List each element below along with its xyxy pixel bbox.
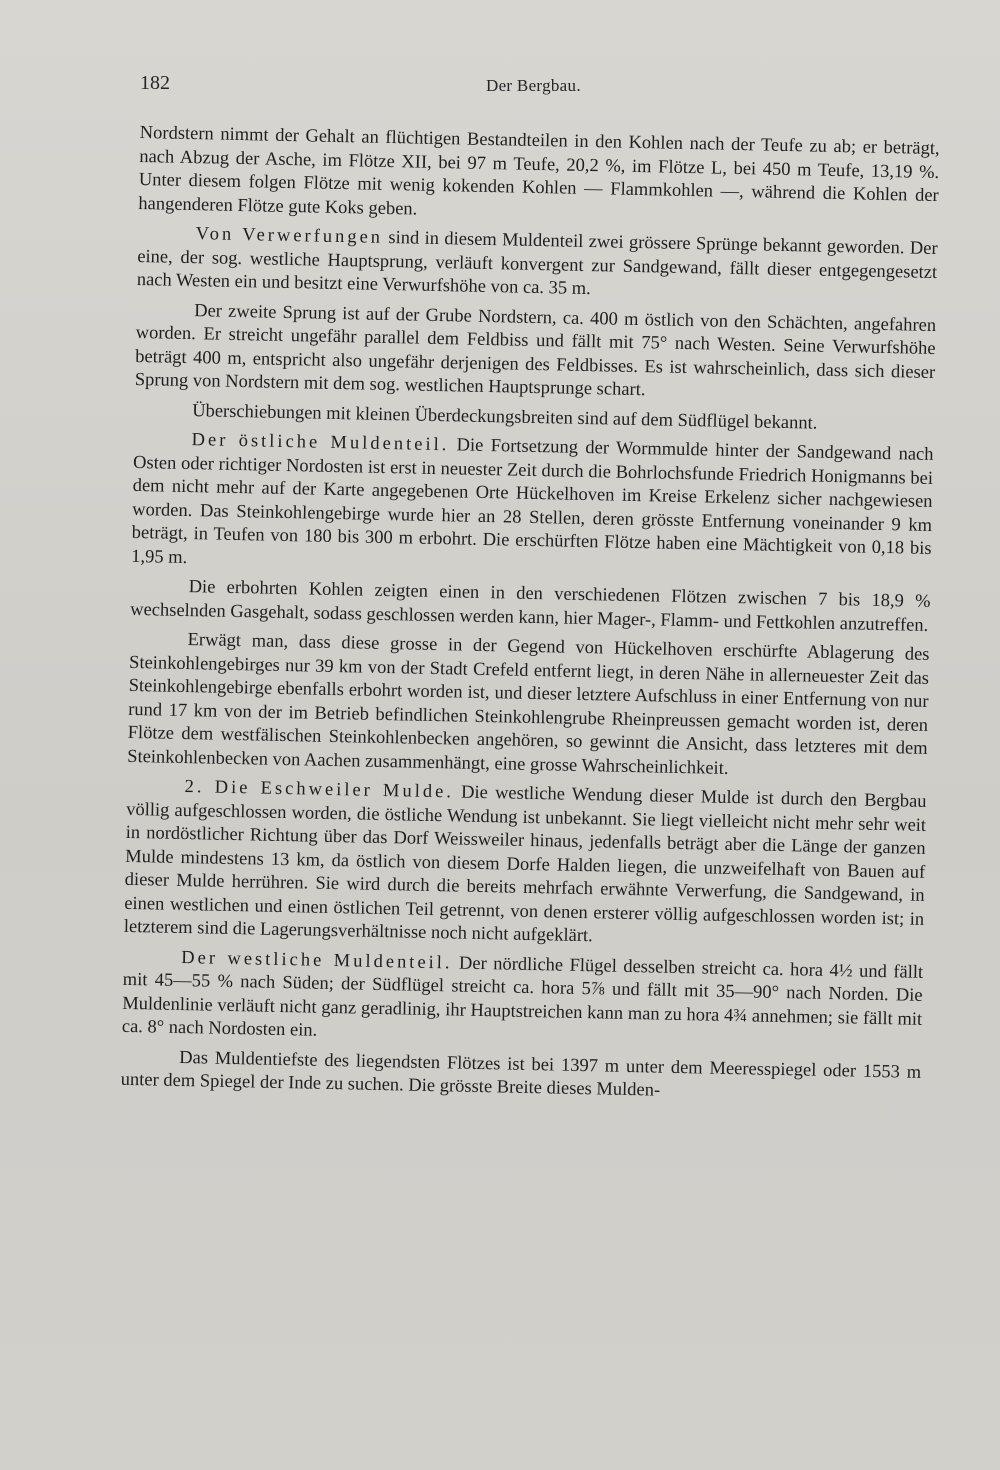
paragraph-text: Die Fortsetzung der Wormmulde hinter der Sandgewand nach Osten oder richtiger Nordosten ist erst in neuester Zeit durch die Bohrlochsfunde Friedrich Honigmanns bei dem nicht mehr auf der Karte angegebenen Orte Hückelhoven im Kreise Erkelenz sicher nachgewiesen worden. Das Steinkohlengebirge wurde hier an 28 Stellen, deren grösste Entfernung voneinander 9 km beträgt, in Teufen von 180 bis 300 m erbohrt. Die erschürften Flötze haben eine Mächtigkeit von 0,18 bis 1,95 m. (131, 435, 934, 568)
paragraph-lead: Der östliche Muldenteil. (191, 430, 450, 456)
paragraph-text: Die westliche Wendung dieser Mulde ist durch den Bergbau völlig aufgeschlossen worden, die östliche Wendung ist unbekannt. Sie liegt vielleicht nicht mehr sehr weit in nordöstlicher Richtung über das Dorf Weissweiler hinaus, jedenfalls beträgt aber die Länge der ganzen Mulde mindestens 13 km, da östlich von diesem Dorfe Halden liegen, die unzweifelhaft von Bauen auf dieser Mulde herrühren. Sie wird durch die bereits mehrfach erwähnte Verwerfung, die Sandgewand, in einen westlichen und einen östlichen Teil getrennt, von denen ersterer völlig aufgeschlossen worden ist; in letzterem sind die Lagerungsverhältnisse noch nicht aufgeklärt. (123, 782, 927, 947)
paragraph-text: Erwägt man, dass diese grosse in der Gegend von Hückelhoven erschürfte Ablagerung des Steinkohlengebirges nur 39 km von der Stadt Crefeld entfernt liegt, in deren Nähe in allerneuester Zeit das Steinkohlengebirge ebenfalls erbohrt worden ist, und dieser letztere Aufschluss in einer Entfernung von nur rund 17 km von der im Betrieb befindlichen Steinkohlengrube Rheinpreussen gemacht worden ist, deren Flötze dem westfälischen Steinkohlenbecken angehören, so gewinnt die Ansicht, dass letzteres mit dem Steinkohlenbecken von Aachen zusammenhängt, eine grosse Wahrscheinlichkeit. (127, 630, 930, 779)
paragraph (131, 428, 934, 585)
paragraph (122, 945, 924, 1055)
paragraph-text: Nordstern nimmt der Gehalt an flüchtigen Bestandteilen in den Kohlen nach der Teufe zu ab; er beträgt, nach Abzug der Asche, im Flötze XII, bei 97 m Teufe, 20,2 %, im Flötze L, bei 450 m Teufe, 13,19 %. Unter diesem folgen Flötze mit wenig kokenden Kohlen — Flammkohlen —, während die Kohlen der hangenderen Flötze gute Koks geben. (138, 122, 940, 220)
body-text (120, 122, 939, 1114)
paragraph-text: Die erbohrten Kohlen zeigten einen in den verschiedenen Flötzen zwischen 7 bis 18,9 % wechselnden Gasgehalt, sodass geschlossen werden kann, hier Mager-, Flamm- und Fettkohlen anzutreffen. (130, 577, 931, 636)
paragraph (130, 575, 931, 638)
paragraph (127, 628, 930, 785)
page-number: 182 (140, 72, 170, 94)
paragraph (138, 122, 940, 232)
paragraph-text: Überschiebungen mit kleinen Überdeckungsbreiten sind auf dem Südflügel bekannt. (192, 400, 818, 434)
paragraph-text: Das Muldentiefste des liegendsten Flötzes ist bei 1397 m unter dem Meeresspiegel oder 1553 m unter dem Spiegel der Inde zu suchen. Die grösste Breite dieses Mulden- (120, 1047, 922, 1101)
paragraph (137, 222, 938, 309)
paragraph-lead: Der westliche Muldenteil. (181, 947, 453, 973)
paragraph-lead: Von Verwerfungen (195, 224, 384, 248)
paragraph-text: sind in diesem Muldenteil zwei grössere Sprünge bekannt geworden. Der eine, der sog. westliche Hauptsprung, verläuft konvergent zur Sandgewand, fällt dieser entgegengesetzt nach Westen ein und besitzt eine Verwurfshöhe von ca. 35 m. (136, 227, 938, 300)
paragraph-lead: 2. Die Eschweiler Mulde. (184, 777, 455, 803)
running-title: Der Bergbau. (486, 76, 581, 95)
paragraph-text: Der zweite Sprung ist auf der Grube Nordstern, ca. 400 m östlich von den Schächten, angefahren worden. Er streicht ungefähr parallel dem Feldbiss und fällt mit 75° nach Westen. Seine Verwurfshöhe beträgt 400 m, entspricht also ungefähr derjenigen des Feldbisses. Es ist wahrscheinlich, dass sich dieser Sprung von Nordstern mit dem sog. westlichen Hauptsprunge schart. (134, 300, 937, 401)
paragraph (121, 1045, 922, 1108)
paragraph-text: Der nördliche Flügel desselben streicht ca. hora 4½ und fällt mit 45—55 % nach Süden; der Südflügel streicht ca. hora 5⅞ und fällt mit 35—90° nach Norden. Die Muldenlinie verläuft nicht ganz geradlinig, ihr Hauptstreichen kann man zu hora 4¾ annehmen; sie fällt mit ca. 8° nach Nordosten ein. (121, 952, 924, 1041)
paragraph (124, 775, 927, 956)
paragraph (135, 298, 937, 408)
